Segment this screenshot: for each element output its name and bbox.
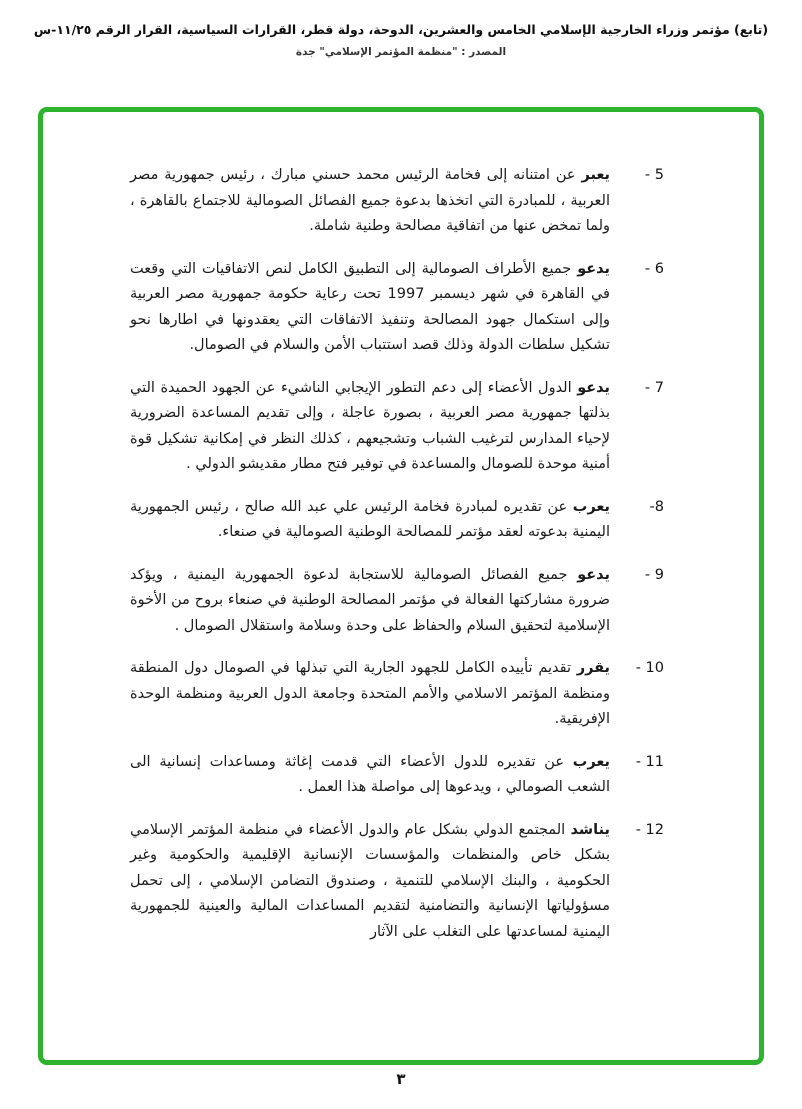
list-item	[130, 750, 664, 801]
item-body: المجتمع الدولي بشكل عام والدول الأعضاء في منظمة المؤتمر الإسلامي بشكل خاص والمنظمات والمؤسسات الإنسانية الإقليمية والحكومية وغير الحكومية ، والبنك الإسلامي للتنمية ، وصندوق التضامن الإسلامي ، إلى تحمل مسؤولياتها الإنسانية والتضامنية لتقديم المساعدات المالية والعينية للجمهورية اليمنية لمساعدتها على التغلب على الآثار	[130, 821, 610, 940]
item-lead: يدعو	[577, 379, 611, 396]
item-number: 9 -	[644, 566, 664, 583]
item-text	[130, 750, 610, 801]
item-body: تقديم تأييده الكامل للجهود الجارية التي تبذلها في الصومال دول المنطقة ومنظمة المؤتمر الاسلامي والأمم المتحدة وجامعة الدول العربية ومنظمة الوحدة الإفريقية.	[130, 660, 610, 727]
item-lead: يدعو	[577, 566, 611, 583]
item-number: 11 -	[635, 753, 664, 770]
item-body: عن امتنانه إلى فخامة الرئيس محمد حسني مبارك ، رئيس جمهورية مصر العربية ، للمبادرة التي اتخذها بدعوة جميع الفصائل الصومالية للاجتماع بالقاهرة ، ولما تمخض عنها من اتفاقية مصالحة وطنية شاملة.	[130, 167, 610, 234]
list-item	[130, 163, 664, 240]
item-text	[130, 163, 610, 240]
item-text	[130, 818, 610, 946]
item-lead: يقرر	[576, 660, 610, 676]
item-number: 12 -	[635, 821, 664, 838]
item-body: عن تقديره لمبادرة فخامة الرئيس علي عبد الله صالح ، رئيس الجمهورية اليمنية بدعوته لعقد مؤتمر للمصالحة الوطنية الصومالية في صنعاء.	[130, 498, 610, 540]
item-lead: يناشد	[570, 821, 610, 838]
item-body: جميع الفصائل الصومالية للاستجابة لدعوة الجمهورية اليمنية ، ويؤكد ضرورة مشاركتها الفعالة في مؤتمر المصالحة الوطنية في صنعاء بروح من الأخوة الإسلامية لتحقيق السلام والحفاظ على وحدة وسلامة واستقلال الصومال .	[130, 566, 610, 634]
list-item	[130, 257, 664, 359]
item-text	[130, 376, 610, 478]
page-header	[0, 22, 802, 58]
item-number: 7 -	[644, 379, 664, 396]
item-lead: يعرب	[572, 753, 610, 770]
item-text	[130, 563, 610, 640]
item-number: 10 -	[635, 660, 664, 676]
item-number: 5 -	[644, 167, 664, 183]
list-item	[130, 563, 664, 640]
item-body: الدول الأعضاء إلى دعم التطور الإيجابي الناشيء عن الجهود الحميدة التي بذلتها جمهورية مصر العربية ، بصورة عاجلة ، وإلى تقديم المساعدة الضرورية لإحياء المدارس لترغيب الشباب وتشجيعهم ، كذلك النظر في إمكانية تشكيل قوة أمنية موحدة للصومال والمساعدة في توفير فتح مطار مقديشو الدولي .	[130, 379, 610, 472]
list-item	[130, 656, 664, 733]
item-lead: يعبر	[581, 167, 611, 183]
document-source: المصدر : "منظمة المؤتمر الإسلامي" جدة	[295, 46, 507, 58]
page-number: ٣	[396, 1070, 406, 1088]
item-lead: يدعو	[577, 260, 611, 277]
list-item	[130, 495, 664, 546]
item-lead: يعرب	[572, 498, 610, 515]
resolution-body	[130, 163, 664, 962]
item-text	[130, 257, 610, 359]
list-item	[130, 818, 664, 946]
item-text	[130, 495, 610, 546]
list-item	[130, 376, 664, 478]
item-number: 6 -	[644, 260, 664, 277]
item-body: جميع الأطراف الصومالية إلى التطبيق الكامل لنص الاتفاقيات التي وقعت في القاهرة في شهر ديسمبر 1997 تحت رعاية حكومة جمهورية مصر العربية وإلى استكمال جهود المصالحة وتنفيذ الاتفاقات التي يعقدونها في اطارها نحو تشكيل سلطات الدولة وذلك قصد استتباب الأمن والسلام في الصومال.	[130, 260, 610, 353]
item-number: 8-	[649, 498, 664, 515]
document-title: (تابع) مؤتمر وزراء الخارجية الإسلامي الخامس والعشرين، الدوحة، دولة قطر، القرارات السياسية، القرار الرقم ١١/٢٥-س	[33, 22, 769, 37]
item-text	[130, 656, 610, 733]
item-body: عن تقديره للدول الأعضاء التي قدمت إغاثة ومساعدات إنسانية الى الشعب الصومالي ، ويدعوها إلى مواصلة هذا العمل .	[130, 753, 610, 795]
